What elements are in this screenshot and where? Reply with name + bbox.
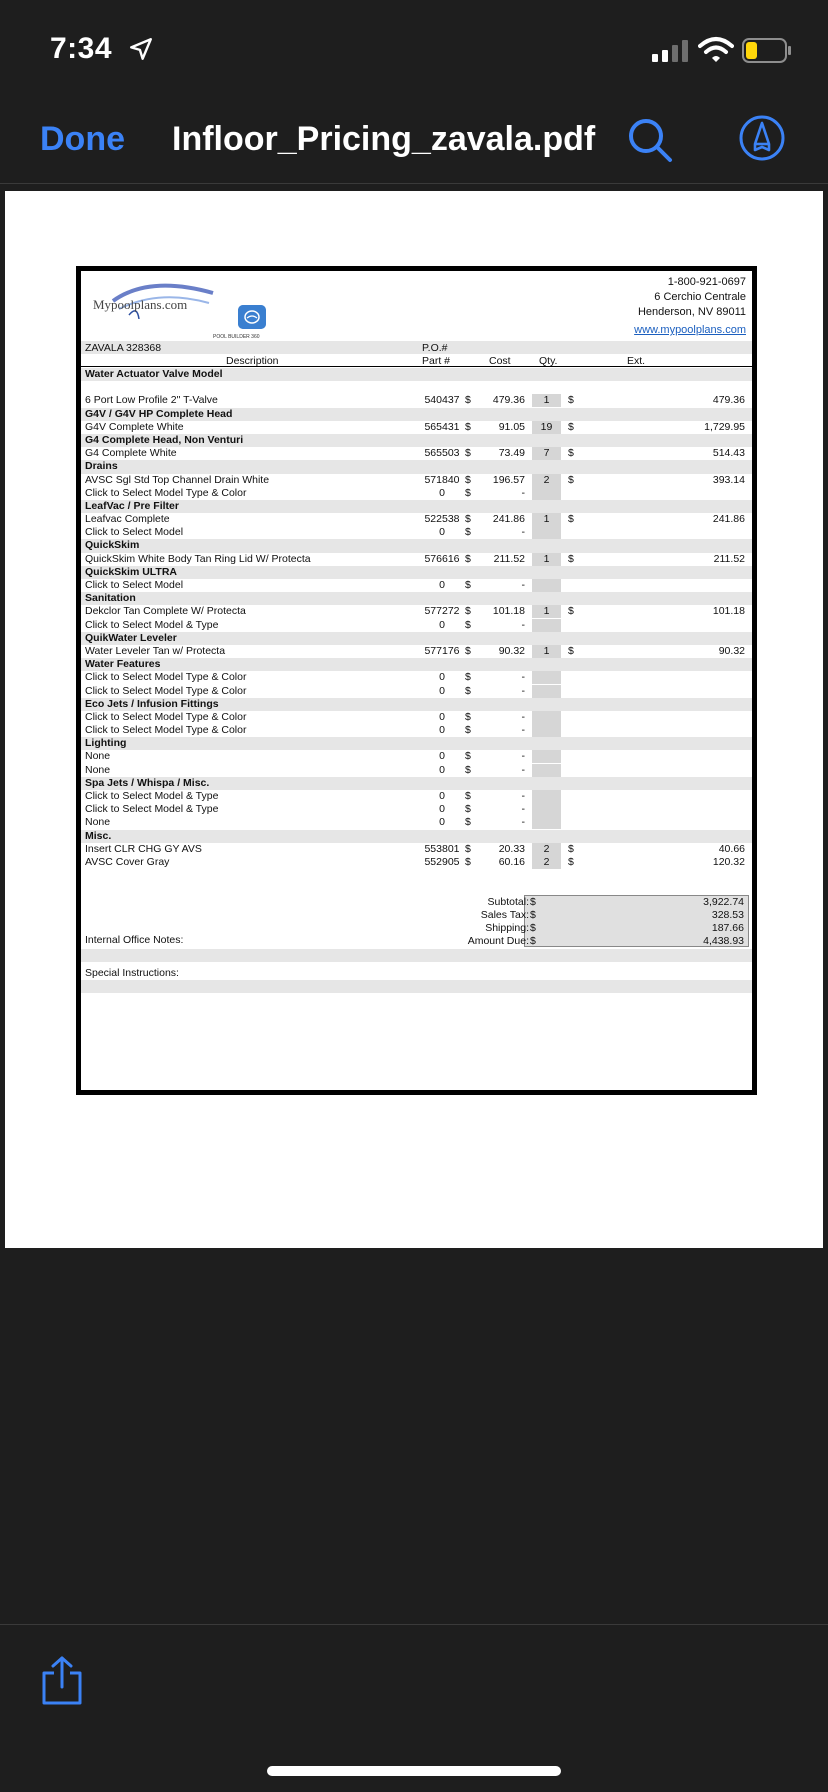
section-title: Water Actuator Valve Model xyxy=(85,368,223,380)
line-items xyxy=(81,368,752,869)
company-address2: Henderson, NV 89011 xyxy=(637,306,746,318)
tax-label: Sales Tax: xyxy=(480,909,529,921)
item-part-number: 0 xyxy=(439,486,445,499)
line-item-row xyxy=(81,843,752,856)
section-title: QuickSkim xyxy=(85,539,140,552)
item-qty: 19 xyxy=(532,421,561,434)
job-reference: ZAVALA 328368 xyxy=(85,342,162,354)
item-qty xyxy=(532,711,561,724)
section-header-row xyxy=(81,658,752,671)
invoice xyxy=(76,266,757,1095)
item-part-number: 0 xyxy=(439,671,445,684)
item-description: Insert CLR CHG GY AVS xyxy=(85,842,202,855)
item-cost: 90.32 xyxy=(498,644,525,657)
item-description: Click to Select Model Type & Color xyxy=(85,710,247,723)
item-cost-currency: $ xyxy=(465,763,471,776)
section-title: Eco Jets / Infusion Fittings xyxy=(85,697,219,710)
status-bar xyxy=(0,0,828,92)
item-ext: 101.18 xyxy=(712,605,745,618)
item-part-number: 0 xyxy=(439,803,445,816)
item-part-number: 0 xyxy=(439,763,445,776)
section-header-row xyxy=(81,460,752,473)
home-indicator[interactable] xyxy=(267,1766,561,1776)
item-ext: 120.32 xyxy=(712,855,745,868)
signal-icon xyxy=(652,40,690,62)
section-header-row xyxy=(81,592,752,605)
item-cost: - xyxy=(521,710,525,723)
item-cost-currency: $ xyxy=(465,618,471,631)
item-cost: - xyxy=(521,526,525,539)
col-part: Part # xyxy=(422,355,451,367)
col-cost: Cost xyxy=(489,355,511,367)
currency-sign: $ xyxy=(530,935,536,947)
item-part-number: 0 xyxy=(439,750,445,763)
company-info xyxy=(634,275,746,338)
item-description: Click to Select Model Type & Color xyxy=(85,684,247,697)
subtotal-line xyxy=(81,896,752,909)
item-description: QuickSkim White Body Tan Ring Lid W/ Protecta xyxy=(85,552,311,565)
item-qty xyxy=(532,619,561,632)
item-cost: - xyxy=(521,763,525,776)
item-qty xyxy=(532,579,561,592)
item-part-number: 0 xyxy=(439,618,445,631)
notes-band xyxy=(81,949,752,962)
shipping-value: 187.66 xyxy=(711,922,744,934)
item-qty: 7 xyxy=(532,447,561,460)
item-cost-currency: $ xyxy=(465,394,471,407)
item-qty: 2 xyxy=(532,843,561,856)
line-item-row xyxy=(81,711,752,724)
section-header-row xyxy=(81,500,752,513)
item-cost: 211.52 xyxy=(493,552,525,565)
item-ext: 90.32 xyxy=(718,644,745,657)
item-ext-currency: $ xyxy=(568,605,574,618)
line-item-row xyxy=(81,671,752,684)
item-cost-currency: $ xyxy=(465,842,471,855)
line-item-row xyxy=(81,724,752,737)
location-arrow-icon xyxy=(128,36,154,62)
item-ext: 241.86 xyxy=(712,513,745,526)
item-cost: 196.57 xyxy=(492,473,525,486)
item-ext: 479.36 xyxy=(712,394,745,407)
line-item-row xyxy=(81,645,752,658)
item-part-number: 0 xyxy=(439,816,445,829)
item-cost-currency: $ xyxy=(465,526,471,539)
item-cost: - xyxy=(521,579,525,591)
item-cost-currency: $ xyxy=(465,420,471,433)
item-description: Click to Select Model Type & Color xyxy=(85,486,247,499)
item-description: AVSC Cover Gray xyxy=(85,855,170,868)
item-qty xyxy=(532,764,561,777)
item-part-number: 576616 xyxy=(424,552,460,565)
item-ext-currency: $ xyxy=(568,394,574,407)
item-ext: 514.43 xyxy=(712,447,745,460)
section-header-row xyxy=(81,408,752,421)
po-label: P.O.# xyxy=(422,342,448,354)
item-cost: - xyxy=(521,803,525,816)
item-description: Click to Select Model Type & Color xyxy=(85,671,247,684)
nav-bar xyxy=(0,92,828,184)
col-qty: Qty. xyxy=(539,355,558,367)
item-qty xyxy=(532,750,561,763)
document-title: Infloor_Pricing_zavala.pdf xyxy=(172,120,596,158)
item-part-number: 552905 xyxy=(424,855,460,868)
item-cost-currency: $ xyxy=(465,579,471,591)
share-icon[interactable] xyxy=(40,1655,84,1707)
item-part-number: 565431 xyxy=(424,420,460,433)
item-qty: 1 xyxy=(532,645,561,658)
line-item-row xyxy=(81,421,752,434)
item-cost: - xyxy=(521,816,525,829)
line-item-row xyxy=(81,579,752,592)
item-cost: 60.16 xyxy=(498,855,525,868)
item-ext-currency: $ xyxy=(568,855,574,868)
currency-sign: $ xyxy=(530,909,536,921)
pool-builder-badge-icon xyxy=(238,305,266,329)
item-cost-currency: $ xyxy=(465,447,471,460)
section-title: QuikWater Leveler xyxy=(85,631,177,644)
item-part-number: 0 xyxy=(439,790,445,802)
item-cost: 241.86 xyxy=(492,513,525,526)
line-item-row xyxy=(81,605,752,618)
item-description: Click to Select Model Type & Color xyxy=(85,724,247,737)
section-title: Lighting xyxy=(85,737,127,750)
item-ext-currency: $ xyxy=(568,644,574,657)
currency-sign: $ xyxy=(530,896,536,908)
line-item-row xyxy=(81,685,752,698)
section-header-row xyxy=(81,698,752,711)
pool-builder-label: POOL BUILDER 360 xyxy=(213,334,260,340)
search-icon[interactable] xyxy=(626,116,674,164)
tax-value: 328.53 xyxy=(711,909,744,921)
item-cost: 20.33 xyxy=(498,842,525,855)
item-cost: 73.49 xyxy=(498,447,525,460)
item-cost-currency: $ xyxy=(465,724,471,737)
item-ext: 211.52 xyxy=(713,552,745,565)
section-title: Spa Jets / Whispa / Misc. xyxy=(85,776,210,789)
section-header-row xyxy=(81,830,752,843)
item-cost: - xyxy=(521,750,525,763)
line-item-row xyxy=(81,474,752,487)
item-qty: 1 xyxy=(532,394,561,407)
section-header-row xyxy=(81,777,752,790)
item-cost: 101.18 xyxy=(492,605,525,618)
tax-line xyxy=(81,909,752,922)
item-part-number: 577272 xyxy=(424,605,460,618)
line-item-row xyxy=(81,764,752,777)
item-qty: 1 xyxy=(532,605,561,618)
item-cost: - xyxy=(521,486,525,499)
item-ext-currency: $ xyxy=(568,552,574,565)
line-item-row xyxy=(81,816,752,829)
item-ext: 40.66 xyxy=(718,842,745,855)
special-band xyxy=(81,980,752,993)
section-title: Water Features xyxy=(85,658,161,671)
item-ext-currency: $ xyxy=(568,447,574,460)
item-cost: - xyxy=(521,618,525,631)
item-ext-currency: $ xyxy=(568,420,574,433)
item-qty xyxy=(532,685,561,698)
item-part-number: 0 xyxy=(439,579,445,591)
section-title: Misc. xyxy=(85,829,112,842)
section-title: Drains xyxy=(85,460,118,473)
item-cost-currency: $ xyxy=(465,605,471,618)
item-cost-currency: $ xyxy=(465,750,471,763)
amount-due-label: Amount Due: xyxy=(467,935,529,947)
item-description: 6 Port Low Profile 2" T-Valve xyxy=(85,394,218,407)
item-qty xyxy=(532,671,561,684)
item-qty: 2 xyxy=(532,856,561,869)
item-cost-currency: $ xyxy=(465,552,471,565)
item-ext-currency: $ xyxy=(568,473,574,486)
line-item-row xyxy=(81,803,752,816)
item-description: Click to Select Model & Type xyxy=(85,803,219,816)
item-description: Click to Select Model xyxy=(85,579,184,591)
line-item-row xyxy=(81,394,752,407)
item-cost-currency: $ xyxy=(465,684,471,697)
section-title: G4 Complete Head, Non Venturi xyxy=(85,433,244,446)
item-qty: 2 xyxy=(532,474,561,487)
section-title: Sanitation xyxy=(85,592,136,605)
line-item-row xyxy=(81,750,752,763)
item-qty xyxy=(532,816,561,829)
line-item-row xyxy=(81,619,752,632)
item-description: None xyxy=(85,816,111,829)
item-description: G4V Complete White xyxy=(85,420,184,433)
item-description: G4 Complete White xyxy=(85,447,177,460)
logo-brand: Mypoolplans.com xyxy=(93,297,188,312)
line-item-row xyxy=(81,513,752,526)
status-time: 7:34 xyxy=(50,32,113,65)
item-description: Click to Select Model & Type xyxy=(85,618,219,631)
line-item-row xyxy=(81,487,752,500)
shipping-label: Shipping: xyxy=(485,922,529,934)
item-cost: 91.05 xyxy=(498,420,525,433)
column-header-row xyxy=(81,354,752,367)
item-cost-currency: $ xyxy=(465,486,471,499)
company-phone: 1-800-921-0697 xyxy=(667,276,746,288)
col-ext: Ext. xyxy=(627,355,646,367)
item-part-number: 577176 xyxy=(424,644,460,657)
item-part-number: 571840 xyxy=(424,473,460,486)
item-cost-currency: $ xyxy=(465,671,471,684)
item-description: None xyxy=(85,750,111,763)
item-qty: 1 xyxy=(532,553,561,566)
battery-icon xyxy=(742,38,792,63)
item-cost-currency: $ xyxy=(465,473,471,486)
item-description: Dekclor Tan Complete W/ Protecta xyxy=(85,605,246,618)
company-address1: 6 Cerchio Centrale xyxy=(654,291,746,303)
spacer-row xyxy=(81,381,752,394)
section-header-row xyxy=(81,539,752,552)
section-header-row xyxy=(81,737,752,750)
item-cost-currency: $ xyxy=(465,710,471,723)
item-part-number: 553801 xyxy=(424,842,460,855)
item-part-number: 522538 xyxy=(424,513,460,526)
item-description: Click to Select Model & Type xyxy=(85,790,219,802)
item-cost: - xyxy=(521,671,525,684)
item-cost-currency: $ xyxy=(465,513,471,526)
item-cost-currency: $ xyxy=(465,644,471,657)
currency-sign: $ xyxy=(530,922,536,934)
item-cost: 479.36 xyxy=(492,394,525,407)
section-title: LeafVac / Pre Filter xyxy=(85,499,179,512)
company-website-link[interactable]: www.mypoolplans.com xyxy=(634,324,746,336)
reference-row xyxy=(81,341,752,354)
item-cost: - xyxy=(521,790,525,802)
line-item-row xyxy=(81,790,752,803)
item-ext: 393.14 xyxy=(712,473,745,486)
done-button[interactable]: Done xyxy=(40,120,125,158)
item-part-number: 0 xyxy=(439,724,445,737)
item-description: Leafvac Complete xyxy=(85,513,170,526)
section-title: G4V / G4V HP Complete Head xyxy=(85,407,233,420)
item-part-number: 565503 xyxy=(424,447,460,460)
wifi-icon xyxy=(698,36,734,64)
section-title: QuickSkim ULTRA xyxy=(85,565,177,578)
item-part-number: 0 xyxy=(439,526,445,539)
section-header-row xyxy=(81,632,752,645)
item-description: Water Leveler Tan w/ Protecta xyxy=(85,644,226,657)
item-description: None xyxy=(85,763,111,776)
item-part-number: 0 xyxy=(439,710,445,723)
item-cost: - xyxy=(521,684,525,697)
company-logo xyxy=(89,279,259,341)
line-item-row xyxy=(81,447,752,460)
item-qty xyxy=(532,526,561,539)
section-header-row xyxy=(81,434,752,447)
item-cost-currency: $ xyxy=(465,816,471,829)
item-cost-currency: $ xyxy=(465,855,471,868)
section-header-row xyxy=(81,566,752,579)
item-qty: 1 xyxy=(532,513,561,526)
item-description: Click to Select Model xyxy=(85,526,184,539)
internal-notes-label: Internal Office Notes: xyxy=(85,934,184,946)
pdf-page[interactable] xyxy=(5,191,823,1248)
line-item-row xyxy=(81,856,752,869)
item-ext-currency: $ xyxy=(568,842,574,855)
item-qty xyxy=(532,803,561,816)
amount-due-value: 4,438.93 xyxy=(703,935,744,947)
item-ext: 1,729.95 xyxy=(704,420,745,433)
item-ext-currency: $ xyxy=(568,513,574,526)
col-description: Description xyxy=(226,355,279,367)
item-description: AVSC Sgl Std Top Channel Drain White xyxy=(85,473,270,486)
subtotal-label: Subtotal: xyxy=(487,896,529,908)
special-instructions-label: Special Instructions: xyxy=(85,967,179,979)
item-cost-currency: $ xyxy=(465,790,471,802)
item-part-number: 0 xyxy=(439,684,445,697)
item-qty xyxy=(532,724,561,737)
markup-icon[interactable] xyxy=(738,114,786,162)
line-item-row xyxy=(81,553,752,566)
item-cost: - xyxy=(521,724,525,737)
item-part-number: 540437 xyxy=(424,394,460,407)
line-item-row xyxy=(81,526,752,539)
section-header-row xyxy=(81,368,752,381)
subtotal-value: 3,922.74 xyxy=(703,896,744,908)
item-qty xyxy=(532,790,561,803)
item-cost-currency: $ xyxy=(465,803,471,816)
item-qty xyxy=(532,487,561,500)
